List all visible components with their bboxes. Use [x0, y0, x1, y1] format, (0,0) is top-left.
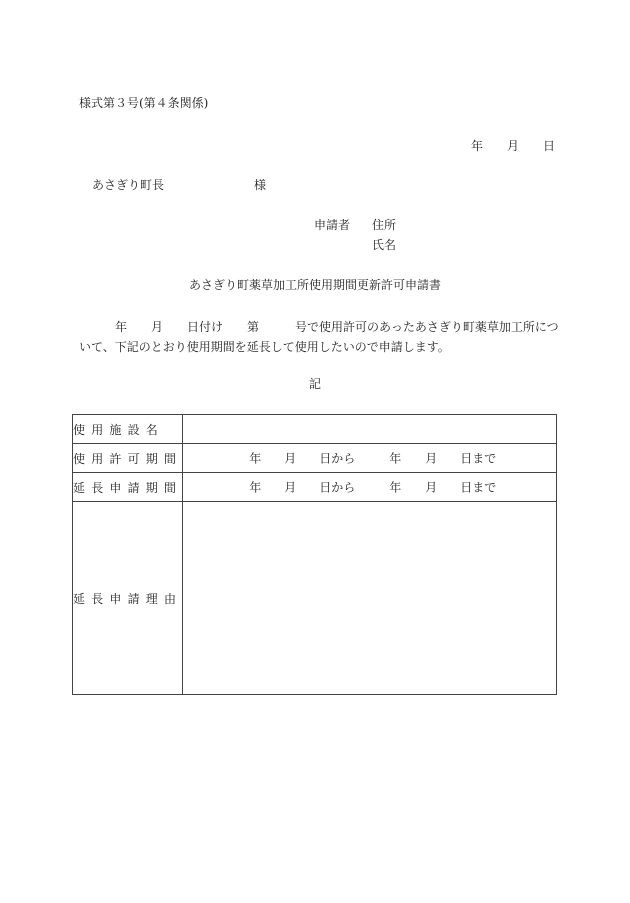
ki-label: 記: [308, 377, 321, 391]
use-period-field[interactable]: [183, 444, 557, 473]
use-period-line: [183, 444, 556, 472]
addressee-name: あさぎり町長: [92, 178, 165, 192]
applicant-block: [314, 218, 397, 232]
period-year-2: 年: [389, 480, 402, 495]
period-until: 日まで: [460, 451, 497, 466]
facility-name-label: 使用施設名: [73, 415, 183, 444]
date-line: 年 月 日: [471, 139, 556, 153]
extension-period-label: 延長申請期間: [73, 473, 183, 502]
addressee: [92, 178, 267, 192]
facility-name-field[interactable]: [183, 415, 557, 444]
row-use-period: [73, 444, 557, 473]
application-table: [72, 414, 557, 695]
applicant-label: 申請者: [314, 218, 351, 232]
row-facility-name: [73, 415, 557, 444]
period-month: 月: [284, 480, 297, 495]
extension-period-field[interactable]: [183, 473, 557, 502]
period-month: 月: [284, 451, 297, 466]
applicant-address-label: 住所: [372, 218, 397, 232]
period-year: 年: [249, 451, 262, 466]
reason-label: 延長申請理由: [73, 502, 183, 695]
use-period-label: 使用許可期間: [73, 444, 183, 473]
period-from: 日から: [319, 451, 356, 466]
addressee-honorific: 様: [254, 178, 267, 192]
body-paragraph: [79, 317, 559, 357]
document-title: あさぎり町薬草加工所使用期間更新許可申請書: [188, 278, 441, 292]
applicant-name-label: 氏名: [372, 238, 397, 252]
period-year-2: 年: [389, 451, 402, 466]
period-month-2: 月: [425, 480, 438, 495]
row-extension-period: [73, 473, 557, 502]
form-number: 様式第３号(第４条関係): [79, 96, 209, 110]
period-month-2: 月: [425, 451, 438, 466]
period-until: 日まで: [460, 480, 497, 495]
extension-period-line: [183, 473, 556, 501]
row-reason: [73, 502, 557, 695]
period-from: 日から: [319, 480, 356, 495]
period-year: 年: [249, 480, 262, 495]
reason-field[interactable]: [183, 502, 557, 695]
body-text: 年 月 日付け 第 号で使用許可のあったあさぎり町薬草加工所について、下記のとおり使用期間を延長して使用したいので申請します。: [79, 320, 559, 354]
